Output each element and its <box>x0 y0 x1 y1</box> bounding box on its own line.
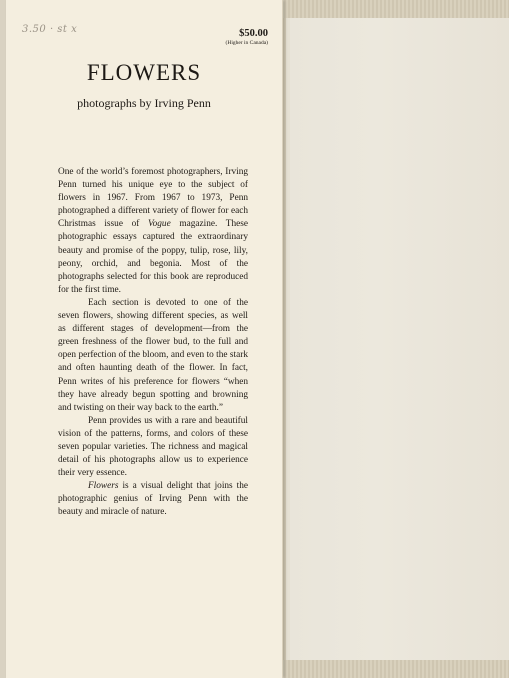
blurb-p1-text-a: One of the world’s foremost photographers, Irving Penn turned his unique eye to the subject of flowers in 1967. From 1967 to 1973, Penn photographed a different variety of flower for each Christmas issue of <box>58 167 248 230</box>
price-block <box>226 28 268 46</box>
flap-blurb <box>58 166 248 520</box>
blurb-p1-italic: Vogue <box>147 219 171 230</box>
price-note: (Higher in Canada) <box>225 40 268 46</box>
blurb-paragraph-3: Penn provides us with a rare and beautiful vision of the patterns, forms, and colors of these seven popular varieties. The richness and magical detail of his photographs allow us to experience their very essence. <box>58 415 248 479</box>
blurb-p1-text-b: magazine. These photographic essays captured the extraordinary beauty and promise of the poppy, tulip, rose, lily, peony, orchid, and begonia. Most of the photographs selected for this book are reproduced for the first time. <box>58 219 248 295</box>
blurb-p4-text: is a visual delight that joins the photographic genius of Irving Penn with the beauty and miracle of nature. <box>58 481 248 518</box>
blurb-paragraph-2: Each section is devoted to one of the seven flowers, showing different species, as well as different stages of development—from the green freshness of the flower bud, to the full and open perfection of the bloom, and even to the stark and often haunting death of the flower. In fact, Penn writes of his preference for flowers “when they have already begun spotting and browning and twisting on their way back to the earth.” <box>58 297 248 413</box>
jacket-flap <box>6 0 283 678</box>
blurb-p4-italic: Flowers <box>88 481 119 492</box>
blurb-paragraph-4 <box>58 480 248 519</box>
cloth-edge-bottom <box>280 660 509 678</box>
book-title: FLOWERS <box>86 60 202 85</box>
price: $50.00 <box>239 28 268 39</box>
book-subtitle: photographs by Irving Penn <box>77 96 211 110</box>
blurb-paragraph-1 <box>58 166 248 297</box>
cloth-edge-top <box>280 0 509 18</box>
pencil-note: 3.50 · st x <box>22 24 78 35</box>
endpaper <box>290 18 509 660</box>
